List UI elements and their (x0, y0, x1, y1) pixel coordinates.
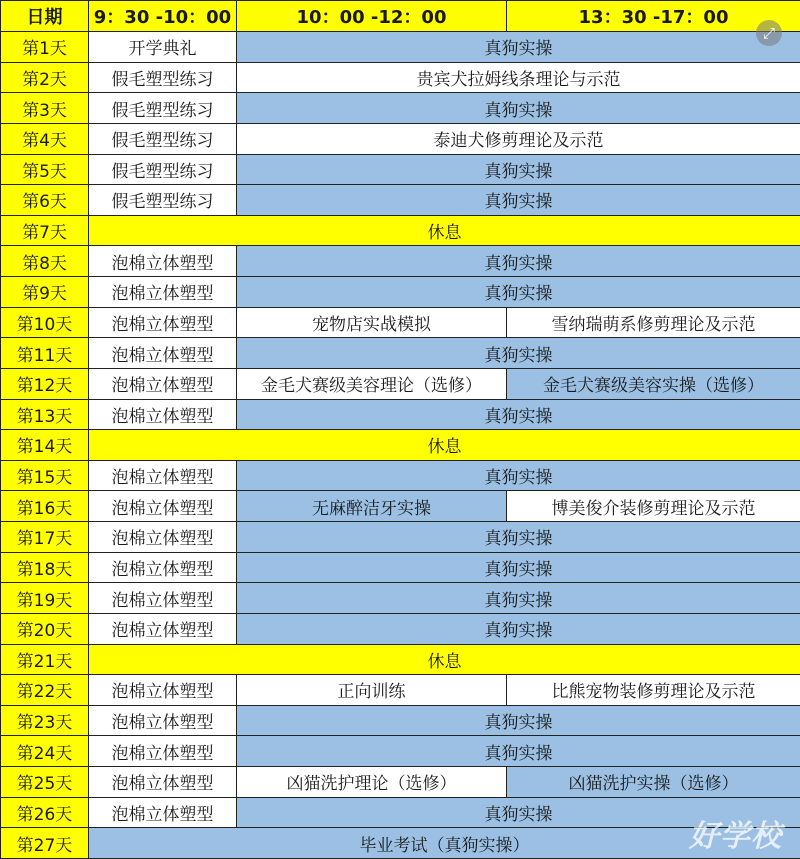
day-cell: 第11天 (1, 338, 89, 369)
schedule-row (1, 185, 800, 216)
morning-session-cell: 假毛塑型练习 (89, 154, 237, 185)
morning-session-cell: 泡棉立体塑型 (89, 246, 237, 277)
morning-session-cell: 泡棉立体塑型 (89, 705, 237, 736)
rest-cell: 休息 (89, 644, 800, 675)
day-cell: 第16天 (1, 491, 89, 522)
day-cell: 第23天 (1, 705, 89, 736)
afternoon-session-cell: 雪纳瑞萌系修剪理论及示范 (507, 307, 800, 338)
session-cell: 真狗实操 (237, 277, 800, 308)
header-slot-morning: 9：30 -10：00 (89, 1, 237, 32)
day-cell: 第3天 (1, 93, 89, 124)
midday-session-cell: 凶猫洗护理论（选修） (237, 767, 507, 798)
morning-session-cell: 泡棉立体塑型 (89, 399, 237, 430)
afternoon-session-cell: 比熊宠物装修剪理论及示范 (507, 675, 800, 706)
morning-session-cell: 泡棉立体塑型 (89, 522, 237, 553)
schedule-row (1, 644, 800, 675)
schedule-row (1, 797, 800, 828)
session-cell: 泰迪犬修剪理论及示范 (237, 123, 800, 154)
day-cell: 第7天 (1, 215, 89, 246)
midday-session-cell: 宠物店实战模拟 (237, 307, 507, 338)
session-cell: 真狗实操 (237, 613, 800, 644)
day-cell: 第21天 (1, 644, 89, 675)
session-cell: 真狗实操 (237, 736, 800, 767)
morning-session-cell: 泡棉立体塑型 (89, 552, 237, 583)
morning-session-cell: 假毛塑型练习 (89, 93, 237, 124)
day-cell: 第14天 (1, 430, 89, 461)
day-cell: 第12天 (1, 368, 89, 399)
schedule-row (1, 338, 800, 369)
session-cell: 贵宾犬拉姆线条理论与示范 (237, 62, 800, 93)
morning-session-cell: 泡棉立体塑型 (89, 767, 237, 798)
session-cell: 真狗实操 (237, 705, 800, 736)
day-cell: 第22天 (1, 675, 89, 706)
schedule-row (1, 430, 800, 461)
watermark-logo: 好学校 (689, 819, 782, 854)
day-cell: 第26天 (1, 797, 89, 828)
session-cell: 真狗实操 (237, 460, 800, 491)
session-cell: 真狗实操 (237, 399, 800, 430)
session-cell: 真狗实操 (237, 552, 800, 583)
header-date: 日期 (1, 1, 89, 32)
schedule-row (1, 62, 800, 93)
schedule-row (1, 552, 800, 583)
day-cell: 第13天 (1, 399, 89, 430)
schedule-row (1, 705, 800, 736)
day-cell: 第8天 (1, 246, 89, 277)
header-slot-afternoon: 13：30 -17：00 (507, 1, 800, 32)
afternoon-session-cell: 金毛犬赛级美容实操（选修） (507, 368, 800, 399)
day-cell: 第18天 (1, 552, 89, 583)
schedule-row (1, 246, 800, 277)
day-cell: 第25天 (1, 767, 89, 798)
expand-icon[interactable]: ⤢ (756, 20, 782, 46)
final-exam-cell: 毕业考试（真狗实操） (89, 828, 800, 859)
midday-session-cell: 正向训练 (237, 675, 507, 706)
day-cell: 第20天 (1, 613, 89, 644)
day-cell: 第2天 (1, 62, 89, 93)
schedule-row (1, 675, 800, 706)
schedule-body (1, 32, 800, 859)
day-cell: 第15天 (1, 460, 89, 491)
session-cell: 真狗实操 (237, 338, 800, 369)
header-slot-midday: 10：00 -12：00 (237, 1, 507, 32)
morning-session-cell: 泡棉立体塑型 (89, 736, 237, 767)
schedule-row (1, 215, 800, 246)
morning-session-cell: 泡棉立体塑型 (89, 307, 237, 338)
day-cell: 第1天 (1, 32, 89, 63)
day-cell: 第10天 (1, 307, 89, 338)
schedule-row (1, 736, 800, 767)
afternoon-session-cell: 博美俊介装修剪理论及示范 (507, 491, 800, 522)
schedule-row (1, 368, 800, 399)
schedule-row (1, 583, 800, 614)
morning-session-cell: 泡棉立体塑型 (89, 368, 237, 399)
day-cell: 第6天 (1, 185, 89, 216)
rest-cell: 休息 (89, 215, 800, 246)
schedule-row (1, 460, 800, 491)
schedule-row (1, 522, 800, 553)
session-cell: 真狗实操 (237, 32, 800, 63)
header-row (1, 1, 800, 32)
day-cell: 第9天 (1, 277, 89, 308)
day-cell: 第4天 (1, 123, 89, 154)
schedule-row (1, 277, 800, 308)
morning-session-cell: 泡棉立体塑型 (89, 675, 237, 706)
morning-session-cell: 假毛塑型练习 (89, 123, 237, 154)
schedule-row (1, 491, 800, 522)
schedule-row (1, 307, 800, 338)
session-cell: 真狗实操 (237, 185, 800, 216)
schedule-row (1, 32, 800, 63)
morning-session-cell: 泡棉立体塑型 (89, 277, 237, 308)
session-cell: 真狗实操 (237, 583, 800, 614)
schedule-row (1, 123, 800, 154)
morning-session-cell: 开学典礼 (89, 32, 237, 63)
morning-session-cell: 假毛塑型练习 (89, 62, 237, 93)
schedule-row (1, 767, 800, 798)
day-cell: 第27天 (1, 828, 89, 859)
session-cell: 真狗实操 (237, 522, 800, 553)
morning-session-cell: 泡棉立体塑型 (89, 583, 237, 614)
session-cell: 真狗实操 (237, 93, 800, 124)
morning-session-cell: 泡棉立体塑型 (89, 491, 237, 522)
morning-session-cell: 泡棉立体塑型 (89, 338, 237, 369)
morning-session-cell: 泡棉立体塑型 (89, 460, 237, 491)
day-cell: 第19天 (1, 583, 89, 614)
morning-session-cell: 假毛塑型练习 (89, 185, 237, 216)
morning-session-cell: 泡棉立体塑型 (89, 613, 237, 644)
schedule-row (1, 399, 800, 430)
afternoon-session-cell: 凶猫洗护实操（选修） (507, 767, 800, 798)
schedule-row (1, 828, 800, 859)
session-cell: 真狗实操 (237, 154, 800, 185)
midday-session-cell: 无麻醉洁牙实操 (237, 491, 507, 522)
session-cell: 真狗实操 (237, 797, 800, 828)
schedule-row (1, 613, 800, 644)
day-cell: 第17天 (1, 522, 89, 553)
morning-session-cell: 泡棉立体塑型 (89, 797, 237, 828)
midday-session-cell: 金毛犬赛级美容理论（选修） (237, 368, 507, 399)
schedule-row (1, 154, 800, 185)
day-cell: 第24天 (1, 736, 89, 767)
rest-cell: 休息 (89, 430, 800, 461)
session-cell: 真狗实操 (237, 246, 800, 277)
schedule-row (1, 93, 800, 124)
day-cell: 第5天 (1, 154, 89, 185)
